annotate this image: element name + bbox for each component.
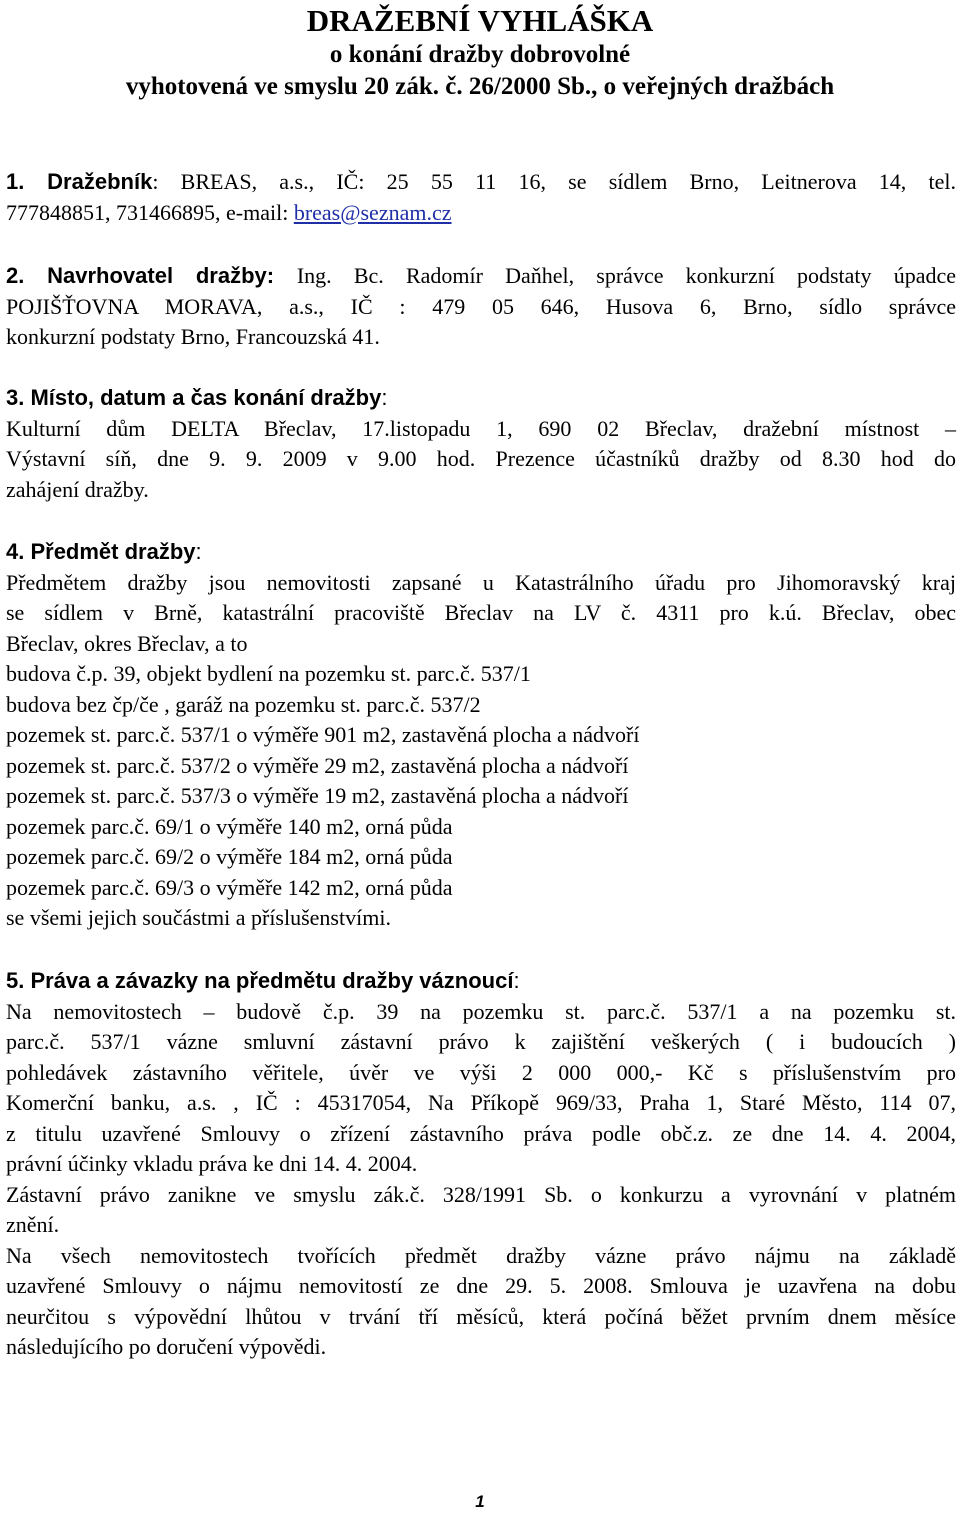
section-5-paragraph-1-line: z titulu uzavřené Smlouvy o zřízení zástavního práva podle obč.z. ze dne 14. 4. 2004, (6, 1120, 956, 1146)
property-item: pozemek parc.č. 69/3 o výměře 142 m2, orná půda (6, 874, 453, 900)
section-3-line-1: Kulturní dům DELTA Břeclav, 17.listopadu 1, 690 02 Břeclav, dražební místnost – (6, 415, 956, 441)
section-5-paragraph-1-line: Na nemovitostech – budově č.p. 39 na pozemku st. parc.č. 537/1 a na pozemku st. (6, 998, 956, 1024)
email-link[interactable]: breas@seznam.cz (293, 199, 452, 225)
section-3-line-3: zahájení dražby. (6, 476, 149, 502)
section-4-line-1: Předmětem dražby jsou nemovitosti zapsané u Katastrálního úřadu pro Jihomoravský kraj (6, 569, 956, 595)
property-item: pozemek st. parc.č. 537/3 o výměře 19 m2, zastavěná plocha a nádvoří (6, 783, 629, 808)
property-item: pozemek st. parc.č. 537/2 o výměře 29 m2, zastavěná plocha a nádvoří (6, 752, 629, 778)
section-5-paragraph-1-line: právní účinky vkladu práva ke dni 14. 4. 2004. (6, 1151, 418, 1176)
property-item: pozemek st. parc.č. 537/1 o výměře 901 m2, zastavěná plocha a nádvoří (6, 722, 640, 747)
section-5-paragraph-3-line: následujícího po doručení výpovědi. (6, 1334, 327, 1359)
section-5-paragraph-1-line: Komerční banku, a.s. , IČ : 45317054, Na Příkopě 969/33, Praha 1, Staré Město, 114 07, (6, 1090, 956, 1115)
section-1-line-1: : BREAS, a.s., IČ: 25 55 11 16, se sídlem Brno, Leitnerova 14, tel. (152, 169, 957, 194)
property-item: se všemi jejich součástmi a příslušenstvími. (6, 905, 391, 930)
section-5-paragraph-3-line: neurčitou s výpovědní lhůtou v trvání tří měsíců, která počíná běžet prvním dnem měsíce (6, 1303, 956, 1329)
section-1-auctioneer (6, 167, 956, 228)
section-5-paragraph-3-line: Na všech nemovitostech tvořících předmět dražby vázne právo nájmu na základě (6, 1242, 956, 1268)
section-5-label: 5. Práva a závazky na předmětu dražby váznoucí (6, 968, 514, 993)
section-2-line-2: POJIŠŤOVNA MORAVA, a.s., IČ : 479 05 646, Husova 6, Brno, sídlo správce (6, 293, 956, 319)
document-title: DRAŽEBNÍ VYHLÁŠKA (306, 3, 654, 38)
section-5-paragraph-1-line: pohledávek zástavního věřitele, úvěr ve výši 2 000 000,- Kč s příslušenstvím pro (6, 1059, 956, 1085)
section-3-place-time: 3. Místo, datum a čas konání dražby: Kulturní dům DELTA Břeclav, 17.listopadu 1, 690 02 Břeclav, dražební místnost – Výstavní síň, dne 9. 9. 2009 v 9.00 hod. Prezence účastníků dražby od 8.30 hod do zahájení dražby. (6, 383, 956, 505)
section-2-label: 2. Navrhovatel dražby: (6, 263, 297, 288)
section-4-line-2: se sídlem v Brně, katastrální pracoviště Břeclav na LV č. 4311 pro k.ú. Břeclav, obec (6, 600, 956, 625)
section-4-subject: 4. Předmět dražby: Předmětem dražby jsou nemovitosti zapsané u Katastrálního úřadu pro Jihomoravský kraj se sídlem v Brně, katastrální pracoviště Břeclav na LV č. 4311 pro k.ú. Břeclav, obec Břeclav, okres Břeclav, a to budova č.p. 39, objekt bydlení na pozemku st. parc.č. 537/1 budova bez čp/če , garáž na pozemku st. parc.č. 537/2 pozemek st. parc.č. 537/1 o výměře 901 m2, zastavěná plocha a nádvoří pozemek st. parc.č. 537/2 o výměře 29 m2, zastavěná plocha a nádvoří pozemek st. parc.č. 537/3 o výměře 19 m2, zastavěná plocha a nádvoří pozemek parc.č. 69/1 o výměře 140 m2, orná půda pozemek parc.č. 69/2 o výměře 184 m2, orná půda pozemek parc.č. 69/3 o výměře 142 m2, orná půda se všemi jejich součástmi a příslušenstvími. (6, 537, 956, 934)
document-legal-basis: vyhotovená ve smyslu 20 zák. č. 26/2000 Sb., o veřejných dražbách (125, 73, 835, 100)
property-item: pozemek parc.č. 69/1 o výměře 140 m2, orná půda (6, 813, 453, 839)
property-item: pozemek parc.č. 69/2 o výměře 184 m2, orná půda (6, 844, 453, 869)
property-item: budova bez čp/če , garáž na pozemku st. parc.č. 537/2 (6, 691, 481, 717)
section-5-rights: 5. Práva a závazky na předmětu dražby váznoucí: Na nemovitostech – budově č.p. 39 na pozemku st. parc.č. 537/1 a na pozemku st. parc.č. 537/1 vázne smluvní zástavní právo k zajištění veškerých ( i budoucích ) pohledávek zástavního věřitele, úvěr ve výši 2 000 000,- Kč s příslušenstvím pro Komerční banku, a.s. , IČ : 45317054, Na Příkopě 969/33, Praha 1, Staré Město, 114 07, z titulu uzavřené Smlouvy o zřízení zástavního práva podle obč.z. ze dne 14. 4. 2004, právní účinky vkladu práva ke dni 14. 4. 2004. Zástavní právo zanikne ve smyslu zák.č. 328/1991 Sb. o konkurzu a vyrovnání v platném znění. Na všech nemovitostech tvořících předmět dražby vázne právo nájmu na základě uzavřené Smlouvy o nájmu nemovitostí ze dne 29. 5. 2008. Smlouva je uzavřena na dobu neurčitou s výpovědní lhůtou v trvání tří měsíců, která počíná běžet prvním dnem měsíce následujícího po doručení výpovědi. (6, 966, 956, 1363)
section-5-paragraph-2-line: Zástavní právo zanikne ve smyslu zák.č. 328/1991 Sb. o konkurzu a vyrovnání v platném (6, 1181, 956, 1207)
section-4-line-3: Břeclav, okres Břeclav, a to (6, 630, 248, 656)
section-5-paragraph-3-line: uzavřené Smlouvy o nájmu nemovitostí ze dne 29. 5. 2008. Smlouva je uzavřena na dobu (6, 1273, 956, 1298)
section-5-paragraph-2-line: znění. (6, 1212, 60, 1237)
section-3-line-2: Výstavní síň, dne 9. 9. 2009 v 9.00 hod. Prezence účastníků dražby od 8.30 hod do (6, 446, 956, 471)
section-5-paragraph-1-line: parc.č. 537/1 vázne smluvní zástavní právo k zajištění veškerých ( i budoucích ) (6, 1029, 956, 1054)
section-4-label: 4. Předmět dražby (6, 539, 196, 564)
section-1-label: 1. Dražebník (6, 169, 153, 194)
section-1-line-2: 777848851, 731466895, e-mail: (6, 199, 294, 225)
page-number: 1 (475, 1492, 485, 1511)
section-3-label: 3. Místo, datum a čas konání dražby (6, 385, 382, 410)
section-2-proposer (6, 261, 956, 353)
property-item: budova č.p. 39, objekt bydlení na pozemku st. parc.č. 537/1 (6, 661, 531, 686)
document-subtitle: o konání dražby dobrovolné (329, 41, 631, 68)
section-2-line-1: Ing. Bc. Radomír Daňhel, správce konkurzní podstaty úpadce (296, 263, 956, 288)
section-2-line-3: konkurzní podstaty Brno, Francouzská 41. (6, 324, 380, 349)
